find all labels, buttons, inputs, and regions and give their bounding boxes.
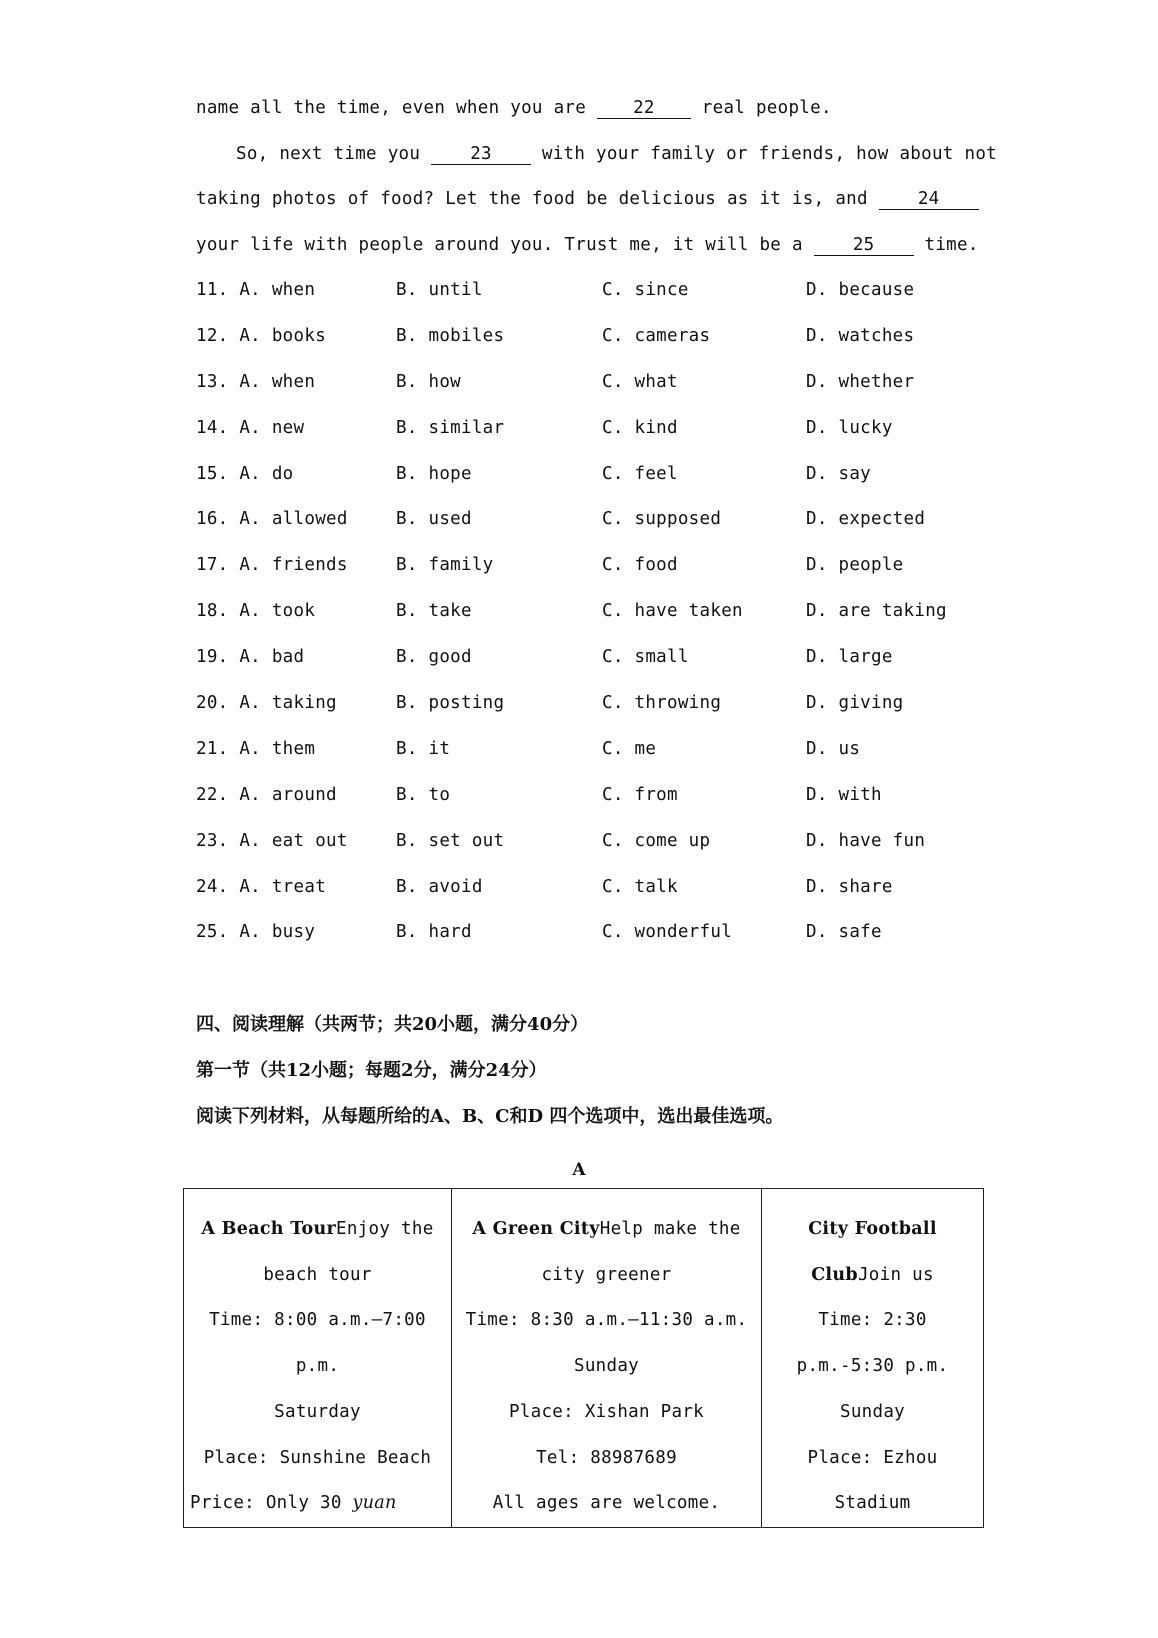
ad-green-city	[452, 1189, 762, 1528]
option-d: D. people	[806, 555, 904, 576]
ad-day: Sunday	[839, 1401, 905, 1422]
passage-text: your life with people around you. Trust me, it will be a	[196, 235, 814, 255]
ads-table	[183, 1188, 984, 1528]
part-title: 第一节（共12小题；每题2分，满分24分）	[196, 1060, 547, 1081]
option-a: 16. A. allowed	[196, 509, 348, 530]
option-b: B. mobiles	[396, 325, 505, 346]
option-c: C. food	[602, 555, 678, 576]
option-d: D. safe	[806, 922, 882, 943]
passage-line-2	[236, 144, 997, 165]
option-a: 21. A. them	[196, 738, 316, 759]
passage-line-1	[196, 98, 832, 119]
passage-text: taking photos of food? Let the food be delicious as it is, and	[196, 189, 879, 209]
option-d: D. expected	[806, 509, 926, 530]
passage-line-3	[196, 189, 979, 210]
option-b: B. similar	[396, 417, 505, 438]
ad-tel: Tel: 88987689	[536, 1447, 677, 1468]
option-b: B. set out	[396, 830, 505, 851]
option-a: 15. A. do	[196, 463, 294, 484]
option-a: 25. A. busy	[196, 922, 316, 943]
instruction: 阅读下列材料，从每题所给的A、B、C和D 四个选项中，选出最佳选项。	[196, 1106, 784, 1127]
option-d: D. lucky	[806, 417, 893, 438]
option-c: C. what	[602, 371, 678, 392]
option-b: B. avoid	[396, 876, 483, 897]
ad-time: Time: 8:00 a.m.—7:00 p.m.	[209, 1310, 426, 1377]
option-b: B. until	[396, 280, 483, 300]
option-a: 11. A. when	[196, 280, 316, 300]
ad-heading	[194, 1207, 441, 1298]
option-c: C. have taken	[602, 601, 743, 622]
passage-text: with your family or friends, how about not	[531, 144, 997, 164]
option-a: 17. A. friends	[196, 555, 348, 576]
option-d: D. whether	[806, 371, 915, 392]
option-a: 19. A. bad	[196, 647, 305, 668]
blank-25: 25	[814, 235, 914, 256]
option-d: D. are taking	[806, 601, 947, 622]
option-a: 20. A. taking	[196, 693, 337, 714]
option-c: C. throwing	[602, 693, 722, 714]
ad-football-club	[762, 1189, 984, 1528]
option-c: C. kind	[602, 417, 678, 438]
passage-text: time.	[913, 235, 979, 255]
option-c: C. since	[602, 280, 689, 300]
passage-line-4	[196, 235, 979, 256]
option-c: C. talk	[602, 876, 678, 897]
option-d: D. because	[806, 280, 915, 300]
blank-22: 22	[597, 98, 691, 119]
blank-24: 24	[879, 189, 979, 210]
option-d: D. have fun	[806, 830, 926, 851]
ad-day: Saturday	[274, 1401, 361, 1422]
option-b: B. hard	[396, 922, 472, 943]
option-b: B. family	[396, 555, 494, 576]
option-a: 18. A. took	[196, 601, 316, 622]
ad-place: Place: Sunshine Beach	[203, 1447, 432, 1468]
ad-title: City Football Club	[808, 1219, 937, 1285]
option-b: B. used	[396, 509, 472, 530]
ad-subtitle: Join us	[857, 1264, 934, 1285]
passage-letter: A	[572, 1160, 586, 1180]
ad-day: Sunday	[573, 1356, 639, 1377]
option-b: B. it	[396, 738, 451, 759]
option-a: 14. A. new	[196, 417, 305, 438]
ad-place: Place: Ezhou Stadium	[807, 1447, 938, 1514]
blank-23: 23	[431, 144, 531, 165]
ad-heading	[462, 1207, 751, 1298]
passage-text: So, next time you	[236, 144, 432, 164]
option-b: B. hope	[396, 463, 472, 484]
option-d: D. share	[806, 876, 893, 897]
price-text: Price: Only 30	[190, 1493, 353, 1514]
section-title: 四、阅读理解（共两节；共20小题，满分40分）	[196, 1014, 589, 1035]
ad-beach-tour	[184, 1189, 452, 1528]
option-d: D. say	[806, 463, 872, 484]
option-d: D. us	[806, 738, 861, 759]
option-b: B. posting	[396, 693, 505, 714]
option-d: D. watches	[806, 325, 915, 346]
option-c: C. come up	[602, 830, 711, 851]
ad-heading	[772, 1207, 973, 1298]
option-a: 24. A. treat	[196, 876, 327, 897]
option-c: C. small	[602, 647, 689, 668]
ad-subtitle: Enjoy the beach tour	[263, 1219, 434, 1285]
option-b: B. good	[396, 647, 472, 668]
ad-price	[190, 1481, 441, 1527]
option-c: C. wonderful	[602, 922, 733, 943]
option-a: 13. A. when	[196, 371, 316, 392]
ad-time: Time: 8:30 a.m.—11:30 a.m.	[465, 1310, 748, 1331]
ad-title: A Green City	[472, 1219, 600, 1239]
option-d: D. giving	[806, 693, 904, 714]
ad-place: Place: Xishan Park	[508, 1401, 705, 1422]
option-c: C. cameras	[602, 325, 711, 346]
ad-time: Time: 2:30 p.m.-5:30 p.m.	[796, 1310, 949, 1377]
option-a: 12. A. books	[196, 325, 327, 346]
ad-subtitle: Help make the city greener	[541, 1219, 741, 1285]
option-a: 22. A. around	[196, 784, 337, 805]
ads-row	[184, 1189, 984, 1528]
option-d: D. large	[806, 647, 893, 668]
option-b: B. how	[396, 371, 462, 392]
price-unit: yuan	[352, 1493, 397, 1514]
option-d: D. with	[806, 784, 882, 805]
option-c: C. feel	[602, 463, 678, 484]
option-b: B. to	[396, 784, 451, 805]
passage-text: real people.	[690, 98, 832, 118]
option-b: B. take	[396, 601, 472, 622]
ad-note: All ages are welcome.	[492, 1493, 721, 1514]
option-c: C. supposed	[602, 509, 722, 530]
option-c: C. me	[602, 738, 657, 759]
option-a: 23. A. eat out	[196, 830, 348, 851]
option-c: C. from	[602, 784, 678, 805]
passage-text: name all the time, even when you are	[196, 98, 597, 118]
ad-title: A Beach Tour	[201, 1219, 337, 1239]
